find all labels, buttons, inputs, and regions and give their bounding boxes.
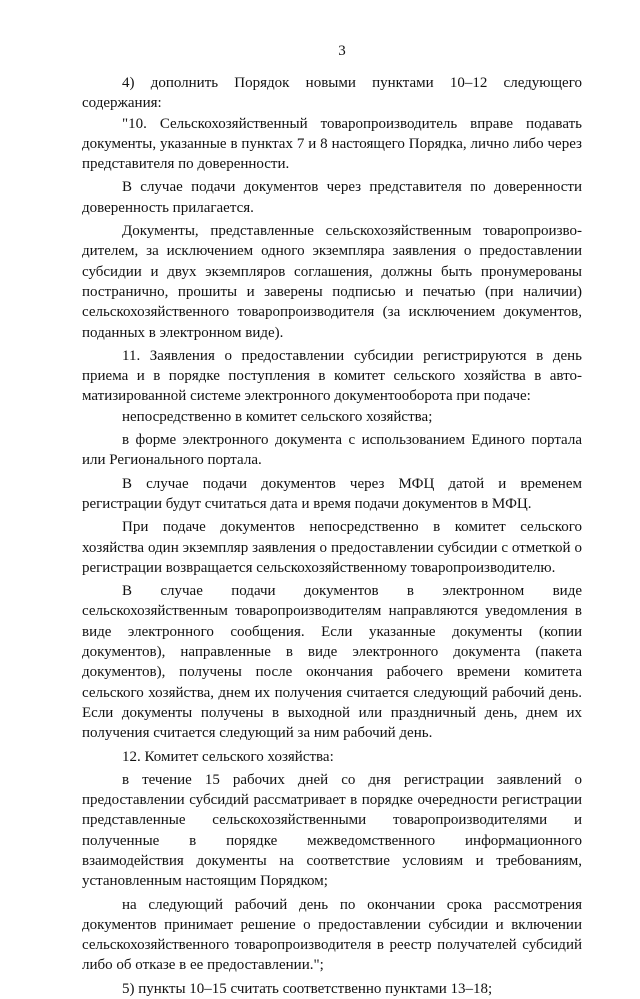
paragraph-documents-requirements: Документы, представленные сельскохозяйственным товаропроизводителем, за исключением одного экземпляра заявления о предоставлении субсидии и двух экземпляров соглашения, должны быть пронумерованы постранично, прошиты и заверены подписью и печатью (при наличии) сельскохозяйственного товаропроизводителя (за исключением документов, поданных в электронном виде). <box>82 223 582 341</box>
paragraph-decision: на следующий рабочий день по окончании срока рассмотрения документов принимает решение о предоставлении субсидии и включении сельскохозяйственного товаропроизводителя в реестр получателей субсидий либо об отказе в ее предоставлении."; <box>82 896 582 974</box>
paragraph-amendment-5: 5) пункты 10–15 считать соответственно пунктами 13–18; <box>122 980 493 997</box>
paragraph-return-copy: При подаче документов непосредственно в комитет сельского хозяйства один экземпляр заявления о предоставлении субсидии с отметкой о регистрации возвращается сельскохозяйственному товаропроизводителю. <box>82 519 582 576</box>
paragraph-electronic-form: в форме электронного документа с использованием Единого портала или Регионального портала. <box>82 432 582 469</box>
paragraph-direct-submission: непосредственно в комитет сельского хозяйства; <box>122 408 433 425</box>
document-body <box>82 73 582 999</box>
page-number: 3 <box>338 43 346 59</box>
paragraph-item-12: 12. Комитет сельского хозяйства: <box>122 748 334 765</box>
paragraph-amendment-4: 4) дополнить Порядок новыми пунктами 10–12 следующего содержания: <box>82 75 582 112</box>
paragraph-review-period: в течение 15 рабочих дней со дня регистрации заявлений о предоставлении субсидий рассматривает в порядке очередности регистрации представленные сельскохозяйственными товаропроизводителями и полученные в порядке межведомственного информационного взаимодействия документы на соответствие условиям и требованиям, установленным настоящим Порядком; <box>82 771 582 890</box>
paragraph-item-10: "10. Сельскохозяйственный товаропроизводитель вправе подавать документы, указанные в пунктах 7 и 8 настоящего Порядка, лично либо через представителя по доверенности. <box>82 115 582 173</box>
paragraph-proxy: В случае подачи документов через представителя по доверенности доверенность прилагается. <box>82 179 582 216</box>
paragraph-electronic-notifications: В случае подачи документов в электронном виде сельскохозяйственным товаропроизводителям направляются уведомления в виде электронного сообщения. Если указанные документы (копии документов), направленные в виде электронного документа (пакета документов), получены после окончания рабочего времени комитета сельского хозяйства, днем их получения считается следующий рабочий день. Если документы получены в выходной или праздничный день, днем их получения считается следующий за ним рабочий день. <box>82 583 582 742</box>
paragraph-item-11: 11. Заявления о предоставлении субсидии регистрируются в день приема и в порядке поступления в комитет сельского хозяйства в автоматизированной системе электронного документооборота при подаче: <box>82 347 582 405</box>
paragraph-mfc: В случае подачи документов через МФЦ датой и временем регистрации будут считаться дата и время подачи документов в МФЦ. <box>82 475 582 512</box>
